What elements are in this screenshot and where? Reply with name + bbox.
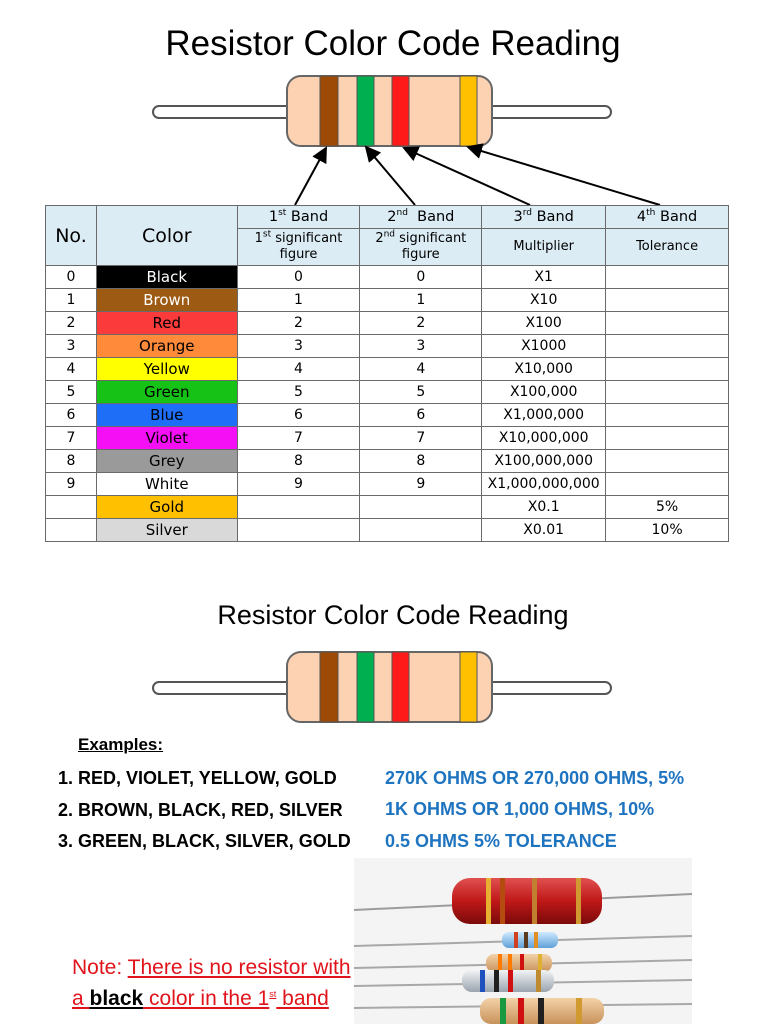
cell-first-figure: 9: [237, 473, 360, 496]
cell-second-figure: [360, 496, 482, 519]
cell-second-figure: 8: [360, 450, 482, 473]
cell-tolerance: [606, 289, 729, 312]
table-row: [46, 519, 729, 542]
table-row: [46, 312, 729, 335]
example-2-answer: 1K OHMS OR 1,000 OHMS, 10%: [385, 799, 655, 819]
subheader-band-2: 2nd significant figure: [360, 229, 482, 266]
cell-first-figure: 8: [237, 450, 360, 473]
header-band-1: 1st Band: [237, 206, 360, 229]
table-row: [46, 450, 729, 473]
cell-no: 5: [46, 381, 97, 404]
cell-no: 0: [46, 266, 97, 289]
header-color: Color: [96, 206, 237, 266]
header-no: No.: [46, 206, 97, 266]
cell-first-figure: 1: [237, 289, 360, 312]
header-band-2: 2nd Band: [360, 206, 482, 229]
cell-first-figure: [237, 519, 360, 542]
table-row: [46, 335, 729, 358]
example-3-answer: 0.5 OHMS 5% TOLERANCE: [385, 831, 617, 851]
color-swatch-blue: Blue: [96, 404, 237, 427]
cell-second-figure: 1: [360, 289, 482, 312]
table-row: [46, 289, 729, 312]
cell-multiplier: X1,000,000,000: [482, 473, 606, 496]
table-row: [46, 404, 729, 427]
cell-tolerance: [606, 404, 729, 427]
cell-no: 4: [46, 358, 97, 381]
cell-multiplier: X100,000,000: [482, 450, 606, 473]
cell-multiplier: X1,000,000: [482, 404, 606, 427]
cell-first-figure: [237, 496, 360, 519]
table-row: [46, 381, 729, 404]
cell-first-figure: 6: [237, 404, 360, 427]
cell-no: 7: [46, 427, 97, 450]
cell-no: 8: [46, 450, 97, 473]
cell-first-figure: 0: [237, 266, 360, 289]
color-swatch-orange: Orange: [96, 335, 237, 358]
band-1: [320, 652, 338, 722]
table-row: [46, 427, 729, 450]
cell-tolerance: 5%: [606, 496, 729, 519]
cell-second-figure: 4: [360, 358, 482, 381]
color-code-table: [45, 205, 729, 542]
color-swatch-green: Green: [96, 381, 237, 404]
note-text: Note: There is no resistor with a black color in the 1st band: [72, 956, 351, 1010]
cell-second-figure: 7: [360, 427, 482, 450]
example-1-answer: 270K OHMS OR 270,000 OHMS, 5%: [385, 768, 685, 788]
resistors-photo: [354, 858, 692, 1024]
cell-multiplier: X100,000: [482, 381, 606, 404]
cell-tolerance: [606, 450, 729, 473]
table-row: [46, 496, 729, 519]
cell-tolerance: 10%: [606, 519, 729, 542]
cell-no: [46, 496, 97, 519]
cell-multiplier: X100: [482, 312, 606, 335]
cell-tolerance: [606, 266, 729, 289]
cell-tolerance: [606, 427, 729, 450]
band-4: [460, 652, 477, 722]
cell-tolerance: [606, 358, 729, 381]
cell-first-figure: 3: [237, 335, 360, 358]
cell-second-figure: [360, 519, 482, 542]
cell-first-figure: 4: [237, 358, 360, 381]
cell-no: 9: [46, 473, 97, 496]
cell-tolerance: [606, 335, 729, 358]
subheader-band-3: Multiplier: [482, 229, 606, 266]
cell-second-figure: 2: [360, 312, 482, 335]
color-swatch-silver: Silver: [96, 519, 237, 542]
cell-no: [46, 519, 97, 542]
cell-second-figure: 0: [360, 266, 482, 289]
cell-multiplier: X1000: [482, 335, 606, 358]
color-swatch-red: Red: [96, 312, 237, 335]
cell-multiplier: X0.01: [482, 519, 606, 542]
cell-multiplier: X0.1: [482, 496, 606, 519]
page-title: Resistor Color Code Reading: [165, 24, 621, 63]
cell-first-figure: 2: [237, 312, 360, 335]
color-swatch-yellow: Yellow: [96, 358, 237, 381]
examples-heading: Examples:: [78, 735, 164, 754]
example-2: 2. BROWN, BLACK, RED, SILVER: [58, 800, 343, 820]
subheader-band-1: 1st significant figure: [237, 229, 360, 266]
cell-multiplier: X1: [482, 266, 606, 289]
cell-second-figure: 6: [360, 404, 482, 427]
cell-tolerance: [606, 312, 729, 335]
header-band-3: 3rd Band: [482, 206, 606, 229]
cell-first-figure: 7: [237, 427, 360, 450]
cell-second-figure: 5: [360, 381, 482, 404]
color-swatch-violet: Violet: [96, 427, 237, 450]
cell-tolerance: [606, 381, 729, 404]
table-row: [46, 358, 729, 381]
cell-multiplier: X10,000: [482, 358, 606, 381]
band-2: [357, 652, 374, 722]
color-swatch-gold: Gold: [96, 496, 237, 519]
cell-no: 2: [46, 312, 97, 335]
cell-no: 6: [46, 404, 97, 427]
resistor-diagram-bottom: [150, 646, 620, 736]
example-1: 1. RED, VIOLET, YELLOW, GOLD: [58, 768, 337, 788]
table-row: [46, 473, 729, 496]
example-3: 3. GREEN, BLACK, SILVER, GOLD: [58, 831, 351, 851]
band-pointer-arrows: [0, 0, 768, 210]
subheader-band-4: Tolerance: [606, 229, 729, 266]
cell-first-figure: 5: [237, 381, 360, 404]
cell-second-figure: 3: [360, 335, 482, 358]
color-swatch-black: Black: [96, 266, 237, 289]
cell-no: 1: [46, 289, 97, 312]
cell-no: 3: [46, 335, 97, 358]
cell-tolerance: [606, 473, 729, 496]
color-swatch-brown: Brown: [96, 289, 237, 312]
cell-second-figure: 9: [360, 473, 482, 496]
table-row: [46, 266, 729, 289]
cell-multiplier: X10: [482, 289, 606, 312]
cell-multiplier: X10,000,000: [482, 427, 606, 450]
color-swatch-white: White: [96, 473, 237, 496]
header-band-4: 4th Band: [606, 206, 729, 229]
band-3: [392, 652, 409, 722]
section-title: Resistor Color Code Reading: [217, 600, 569, 630]
color-swatch-grey: Grey: [96, 450, 237, 473]
